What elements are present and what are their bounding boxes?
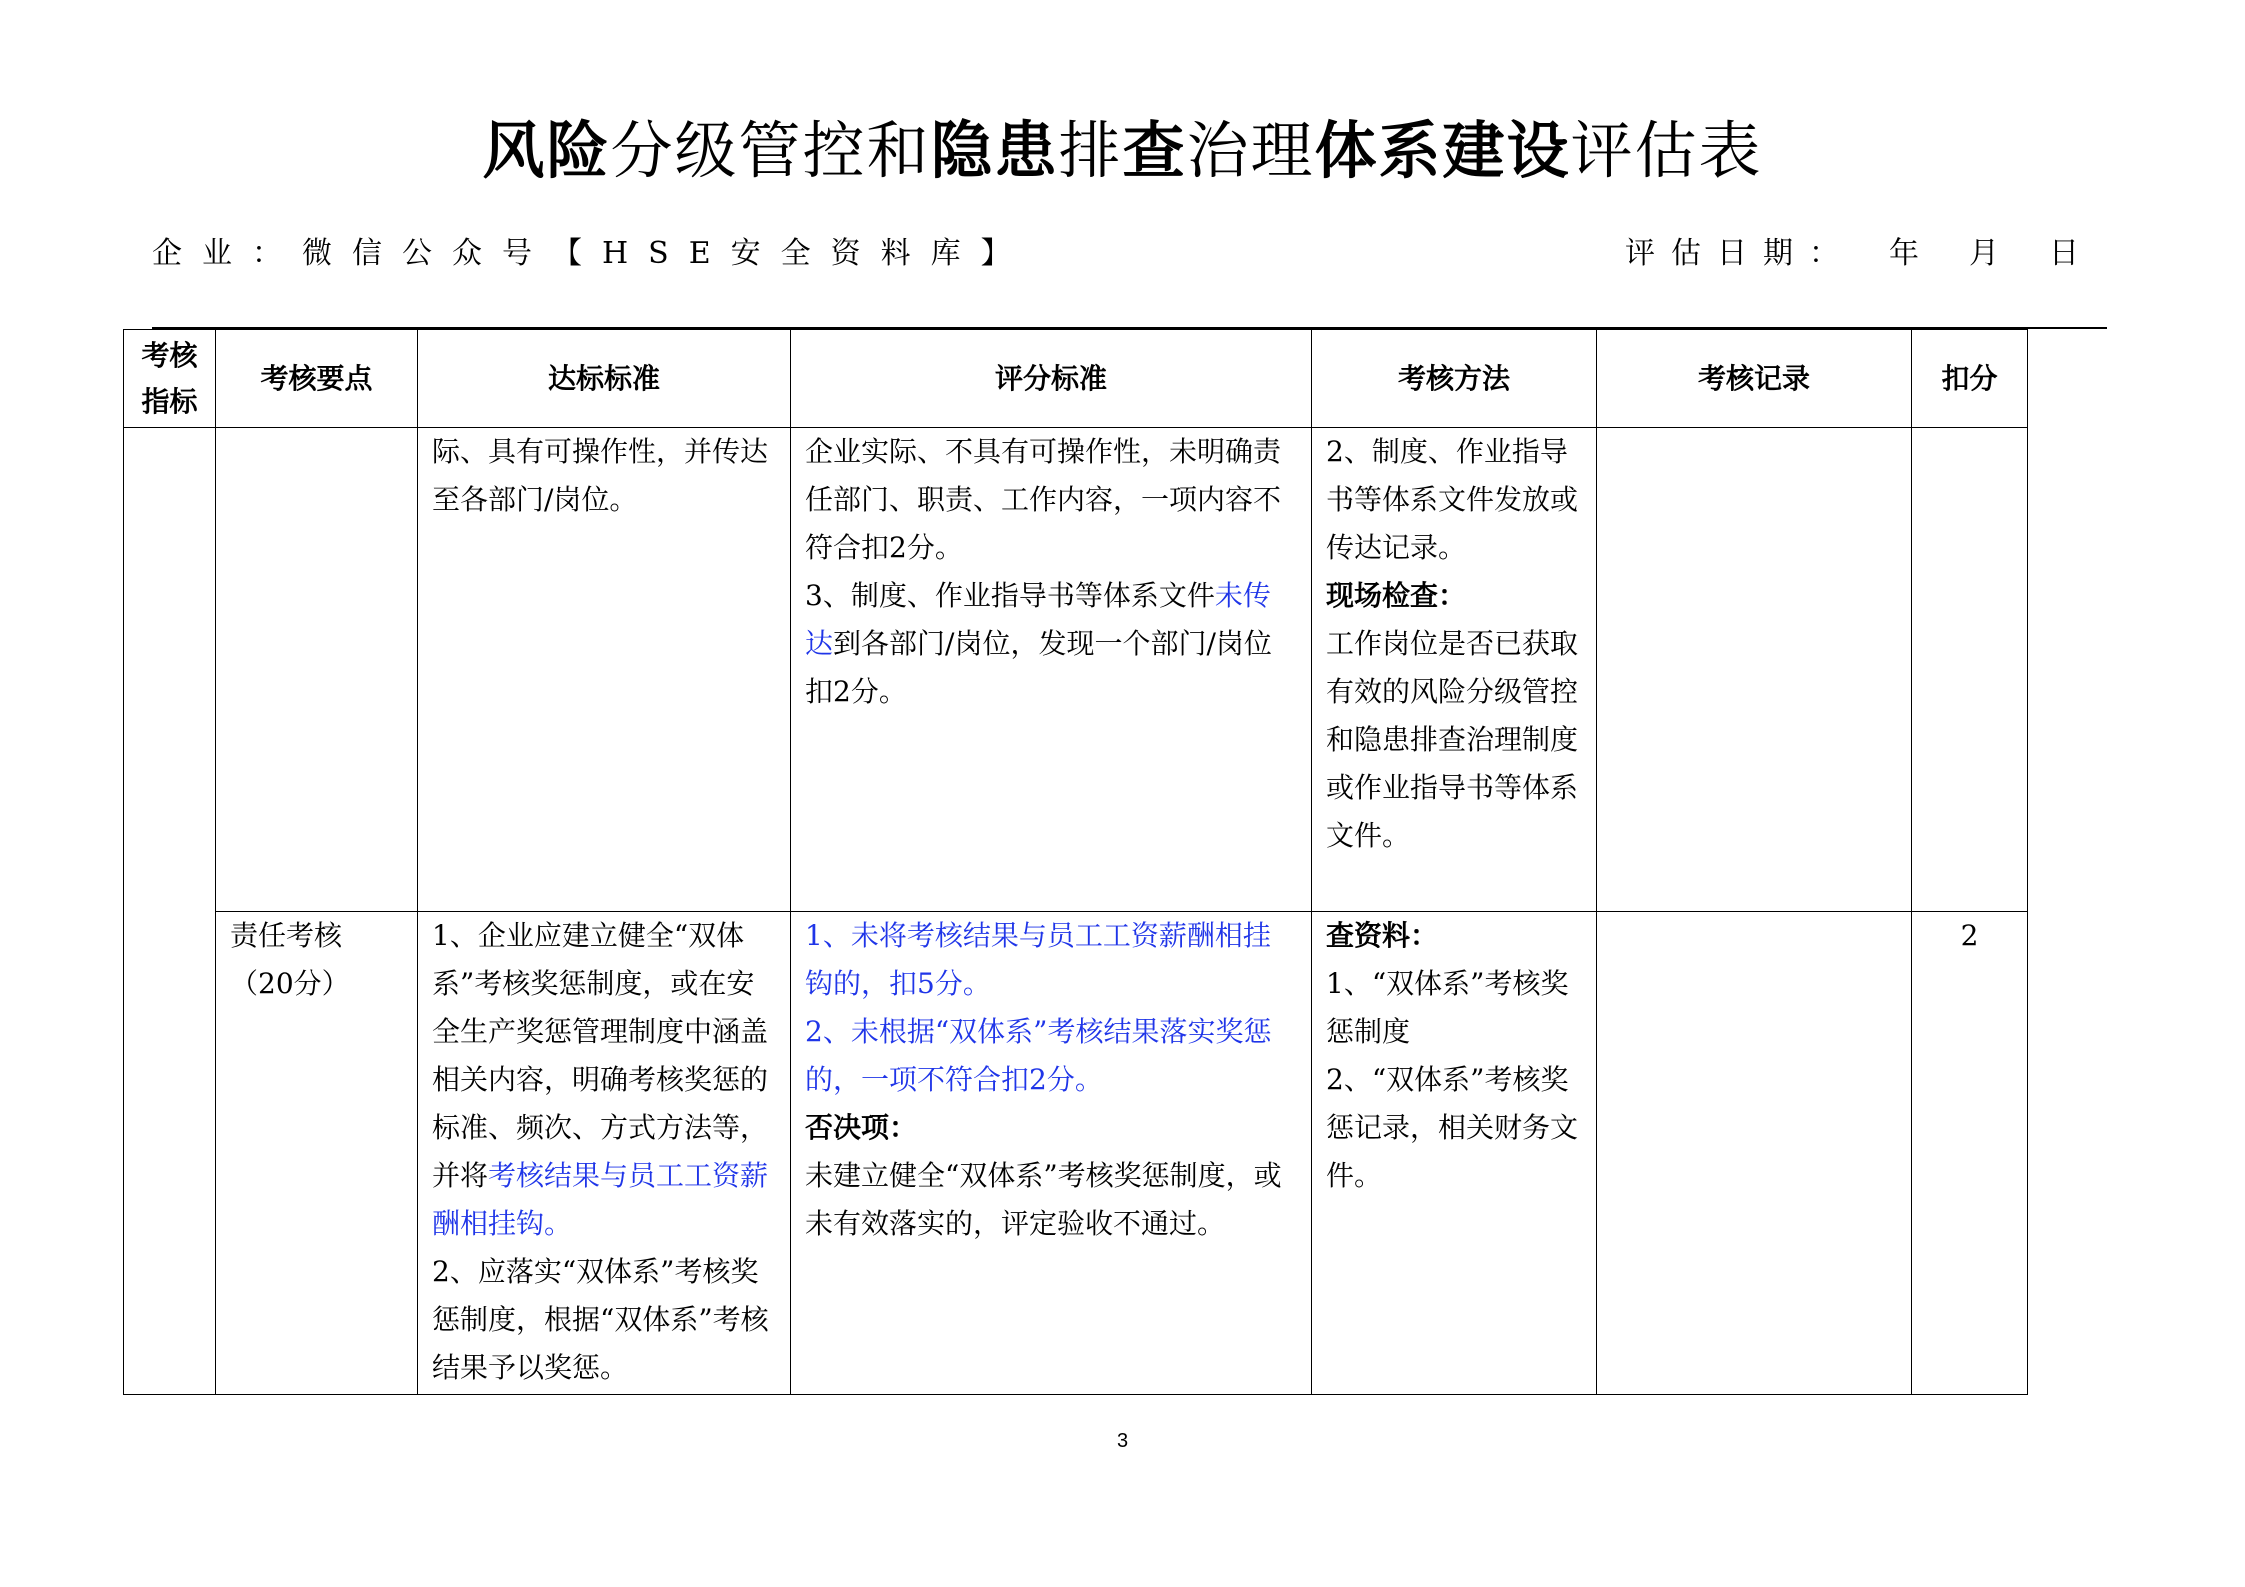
header-method: 考核方法	[1312, 330, 1597, 428]
deduction-cell: 2	[1912, 912, 2028, 1395]
header-scoring: 评分标准	[791, 330, 1312, 428]
page-title: 风险分级管控和隐患排查治理体系建设评估表	[482, 114, 1763, 187]
standard-cell: 际、具有可操作性，并传达至各部门/岗位。	[418, 428, 791, 912]
highlight-text: 未传达	[805, 579, 1271, 660]
scoring-cell: 1、未将考核结果与员工工资薪酬相挂钩的，扣5分。 2、未根据“双体系”考核结果落实奖惩的，一项不符合扣2分。 否决项： 未建立健全“双体系”考核奖惩制度，或未有效落实的，评定验收不通过。	[791, 912, 1312, 1395]
header-deduction: 扣分	[1912, 330, 2028, 428]
page-number: 3	[1116, 1430, 1129, 1452]
highlight-text: 考核结果与员工工资薪酬相挂钩。	[432, 1159, 769, 1240]
header-standard: 达标标准	[418, 330, 791, 428]
date-label: 评估日期：	[1625, 236, 1855, 271]
record-cell	[1597, 912, 1912, 1395]
key-point-cell	[216, 428, 418, 912]
date-year: 年	[1889, 236, 1935, 271]
standard-cell: 1、企业应建立健全“双体系”考核奖惩制度，或在安全生产奖惩管理制度中涵盖相关内容，明确考核奖惩的标准、频次、方式方法等，并将考核结果与员工工资薪酬相挂钩。 2、应落实“双体系”考核奖惩制度，根据“双体系”考核结果予以奖惩。	[418, 912, 791, 1395]
header-indicator: 考核指标	[124, 330, 216, 428]
method-cell: 2、制度、作业指导书等体系文件发放或传达记录。 现场检查： 工作岗位是否已获取有效的风险分级管控和隐患排查治理制度或作业指导书等体系文件。	[1312, 428, 1597, 912]
key-point-cell: 责任考核 （20分）	[216, 912, 418, 1395]
scoring-cell: 企业实际、不具有可操作性，未明确责任部门、职责、工作内容，一项内容不符合扣2分。 3、制度、作业指导书等体系文件未传达到各部门/岗位，发现一个部门/岗位扣2分。	[791, 428, 1312, 912]
header-record: 考核记录	[1597, 330, 1912, 428]
company-line: 企业：微信公众号【HSE安全资料库】	[152, 236, 1031, 271]
assessment-date-line	[1625, 234, 2095, 274]
indicator-cell	[124, 428, 216, 1395]
table-header-row	[124, 330, 2028, 428]
deduction-cell	[1912, 428, 2028, 912]
table-row	[124, 912, 2028, 1395]
date-day: 日	[2049, 236, 2095, 271]
table-row	[124, 428, 2028, 912]
record-cell	[1597, 428, 1912, 912]
header-key-point: 考核要点	[216, 330, 418, 428]
date-month: 月	[1969, 236, 2015, 271]
method-cell: 查资料： 1、“双体系”考核奖惩制度 2、“双体系”考核奖惩记录，相关财务文件。	[1312, 912, 1597, 1395]
assessment-table	[123, 329, 2028, 1395]
